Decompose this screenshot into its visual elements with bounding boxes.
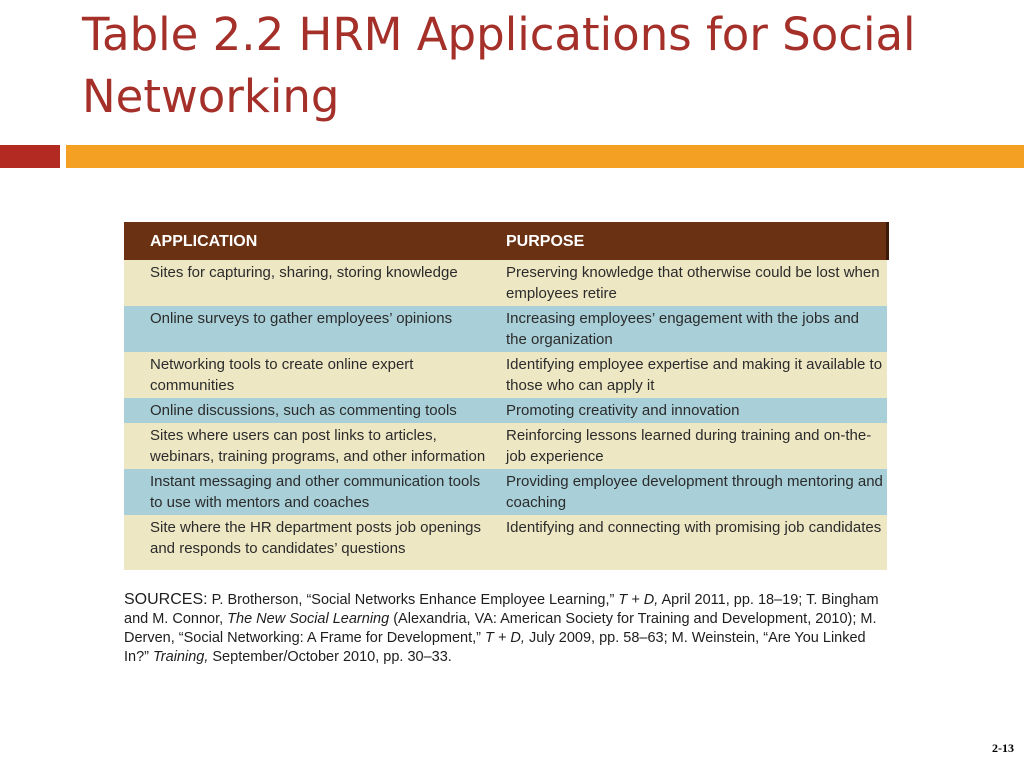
column-header-purpose: PURPOSE [496, 222, 887, 260]
accent-bar-red [0, 145, 60, 168]
purpose-cell: Preserving knowledge that otherwise could be lost when employees retire [496, 260, 887, 306]
source-text: T. Bingham and M. Connor, [124, 592, 879, 627]
sources-label: SOURCES: [124, 591, 208, 608]
accent-bar-orange [66, 145, 1024, 168]
table-row [124, 515, 887, 570]
source-text: April 2011, pp. 18–19; [658, 592, 803, 608]
hrm-applications-table [124, 222, 889, 570]
application-cell: Instant messaging and other communication tools to use with mentors and coaches [124, 469, 496, 515]
source-text: July 2009, pp. 58–63; M. Weinstein, “Are You Linked In?” [124, 630, 866, 665]
table-header-row [124, 222, 887, 260]
purpose-cell: Promoting creativity and innovation [496, 398, 887, 423]
sources-citation [124, 590, 894, 667]
purpose-cell: Identifying and connecting with promising job candidates [496, 515, 887, 570]
application-cell: Networking tools to create online expert communities [124, 352, 496, 398]
source-journal: Training, [153, 649, 209, 665]
application-cell: Sites for capturing, sharing, storing knowledge [124, 260, 496, 306]
source-text: (Alexandria, VA: American Society for Training and Development, 2010); M. Derven, “Social Networking: A Frame for Development,” [124, 611, 877, 646]
application-cell: Online surveys to gather employees’ opinions [124, 306, 496, 352]
purpose-cell: Reinforcing lessons learned during training and on-the-job experience [496, 423, 887, 469]
page-number: 2-13 [992, 741, 1014, 755]
table-row [124, 352, 887, 398]
source-text: P. Brotherson, “Social Networks Enhance Employee Learning,” [207, 592, 619, 608]
slide-title: Table 2.2 HRM Applications for Social Networking [82, 8, 916, 123]
application-cell: Online discussions, such as commenting tools [124, 398, 496, 423]
table-row [124, 260, 887, 306]
application-cell: Sites where users can post links to articles, webinars, training programs, and other information [124, 423, 496, 469]
table-row [124, 423, 887, 469]
table-row [124, 469, 887, 515]
source-text: September/October 2010, pp. 30–33. [208, 649, 452, 665]
source-journal: T + D, [485, 630, 525, 646]
purpose-cell: Increasing employees’ engagement with the jobs and the organization [496, 306, 887, 352]
application-cell: Site where the HR department posts job openings and responds to candidates’ questions [124, 515, 496, 570]
table-row [124, 306, 887, 352]
purpose-cell: Identifying employee expertise and making it available to those who can apply it [496, 352, 887, 398]
purpose-cell: Providing employee development through mentoring and coaching [496, 469, 887, 515]
source-journal: T + D, [618, 592, 659, 608]
table-row [124, 398, 887, 423]
column-header-application: APPLICATION [124, 222, 496, 260]
source-book-title: The New Social Learning [227, 611, 390, 627]
